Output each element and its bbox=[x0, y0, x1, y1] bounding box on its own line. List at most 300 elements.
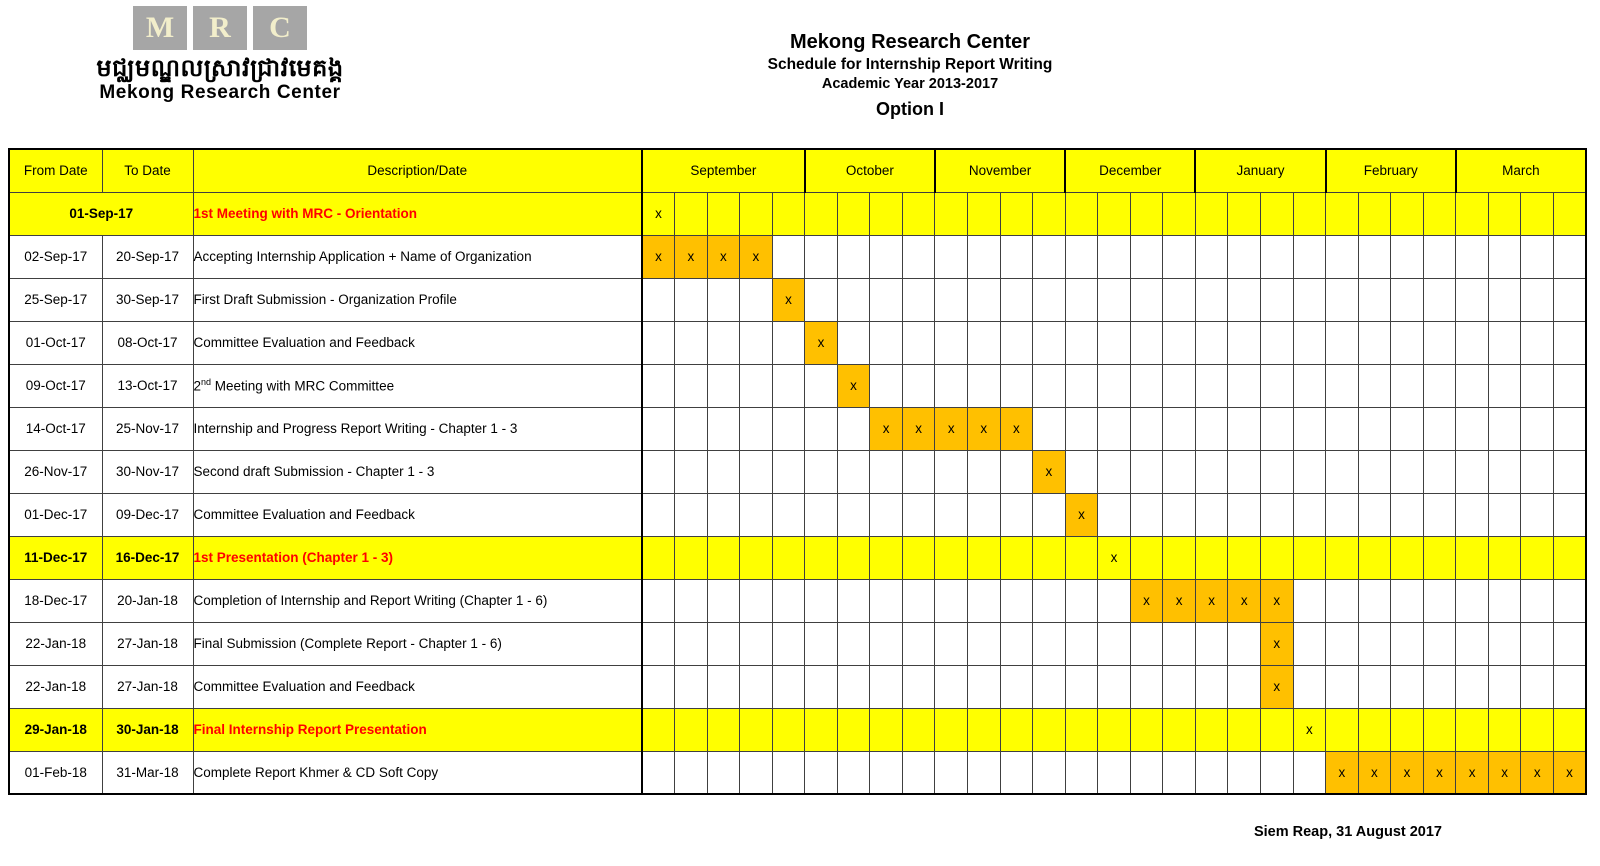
gantt-empty-cell bbox=[1033, 665, 1066, 708]
gantt-bar-cell: x bbox=[1488, 751, 1521, 794]
gantt-empty-cell bbox=[1391, 235, 1424, 278]
gantt-empty-cell bbox=[1000, 321, 1033, 364]
cell-from-date: 29-Jan-18 bbox=[9, 708, 102, 751]
gantt-empty-cell bbox=[740, 493, 773, 536]
logo-khmer-name: មជ្ឈមណ្ឌលស្រាវជ្រាវមេគង្គ bbox=[96, 55, 344, 82]
gantt-empty-cell bbox=[740, 536, 773, 579]
gantt-empty-cell bbox=[1358, 364, 1391, 407]
gantt-empty-cell bbox=[1391, 665, 1424, 708]
cell-description: Internship and Progress Report Writing - Chapter 1 - 3 bbox=[193, 407, 642, 450]
gantt-empty-cell bbox=[1228, 407, 1261, 450]
gantt-empty-cell bbox=[1000, 278, 1033, 321]
gantt-empty-cell bbox=[1033, 278, 1066, 321]
gantt-empty-cell bbox=[902, 321, 935, 364]
gantt-empty-cell bbox=[1488, 235, 1521, 278]
gantt-empty-cell bbox=[805, 493, 838, 536]
gantt-empty-cell bbox=[740, 407, 773, 450]
gantt-empty-cell bbox=[902, 665, 935, 708]
gantt-empty-cell bbox=[1033, 579, 1066, 622]
cell-to-date: 27-Jan-18 bbox=[102, 665, 193, 708]
gantt-empty-cell bbox=[1391, 622, 1424, 665]
gantt-empty-cell bbox=[1553, 665, 1586, 708]
column-header-month-march: March bbox=[1456, 149, 1586, 192]
gantt-empty-cell bbox=[675, 665, 708, 708]
gantt-empty-cell bbox=[1456, 665, 1489, 708]
gantt-empty-cell bbox=[805, 278, 838, 321]
gantt-empty-cell bbox=[1553, 450, 1586, 493]
gantt-empty-cell bbox=[1195, 192, 1228, 235]
gantt-empty-cell bbox=[1130, 278, 1163, 321]
column-header-month-november: November bbox=[935, 149, 1065, 192]
gantt-empty-cell bbox=[1293, 536, 1326, 579]
gantt-empty-cell bbox=[1488, 192, 1521, 235]
gantt-empty-cell bbox=[837, 192, 870, 235]
gantt-empty-cell bbox=[1000, 364, 1033, 407]
gantt-empty-cell bbox=[1423, 192, 1456, 235]
gantt-empty-cell bbox=[1423, 364, 1456, 407]
gantt-empty-cell bbox=[1553, 364, 1586, 407]
gantt-empty-cell bbox=[1065, 192, 1098, 235]
gantt-empty-cell bbox=[1065, 364, 1098, 407]
gantt-empty-cell bbox=[968, 536, 1001, 579]
gantt-empty-cell bbox=[675, 536, 708, 579]
gantt-empty-cell bbox=[1488, 665, 1521, 708]
gantt-bar-cell: x bbox=[1195, 579, 1228, 622]
gantt-empty-cell bbox=[837, 536, 870, 579]
gantt-empty-cell bbox=[1098, 665, 1131, 708]
gantt-empty-cell bbox=[1130, 321, 1163, 364]
gantt-empty-cell bbox=[1033, 235, 1066, 278]
gantt-empty-cell bbox=[1326, 622, 1359, 665]
gantt-empty-cell bbox=[1195, 708, 1228, 751]
gantt-empty-cell bbox=[1033, 407, 1066, 450]
gantt-bar-cell: x bbox=[1260, 622, 1293, 665]
gantt-bar-cell: x bbox=[1065, 493, 1098, 536]
gantt-empty-cell bbox=[707, 579, 740, 622]
gantt-bar-cell: x bbox=[642, 235, 675, 278]
gantt-empty-cell bbox=[1195, 278, 1228, 321]
gantt-empty-cell bbox=[1098, 407, 1131, 450]
gantt-empty-cell bbox=[1423, 708, 1456, 751]
gantt-empty-cell bbox=[1228, 751, 1261, 794]
gantt-empty-cell bbox=[675, 321, 708, 364]
cell-to-date: 30-Nov-17 bbox=[102, 450, 193, 493]
gantt-empty-cell bbox=[740, 622, 773, 665]
gantt-empty-cell bbox=[1456, 622, 1489, 665]
gantt-empty-cell bbox=[935, 536, 968, 579]
gantt-bar-cell: x bbox=[1033, 450, 1066, 493]
gantt-empty-cell bbox=[1293, 450, 1326, 493]
gantt-empty-cell bbox=[1033, 536, 1066, 579]
gantt-empty-cell bbox=[1228, 321, 1261, 364]
cell-from-date: 14-Oct-17 bbox=[9, 407, 102, 450]
gantt-empty-cell bbox=[935, 321, 968, 364]
gantt-empty-cell bbox=[1391, 493, 1424, 536]
gantt-empty-cell bbox=[805, 579, 838, 622]
gantt-empty-cell bbox=[1260, 321, 1293, 364]
cell-description: 1st Meeting with MRC - Orientation bbox=[193, 192, 642, 235]
gantt-empty-cell bbox=[707, 321, 740, 364]
gantt-empty-cell bbox=[1195, 751, 1228, 794]
cell-to-date: 30-Jan-18 bbox=[102, 708, 193, 751]
logo-letter-c: C bbox=[253, 6, 307, 50]
table-row bbox=[9, 364, 1586, 407]
gantt-empty-cell bbox=[1326, 407, 1359, 450]
gantt-empty-cell bbox=[1195, 493, 1228, 536]
gantt-bar-cell: x bbox=[1260, 665, 1293, 708]
gantt-empty-cell bbox=[1033, 708, 1066, 751]
cell-description: Complete Report Khmer & CD Soft Copy bbox=[193, 751, 642, 794]
gantt-empty-cell bbox=[1163, 235, 1196, 278]
gantt-empty-cell bbox=[772, 751, 805, 794]
gantt-empty-cell bbox=[1358, 407, 1391, 450]
gantt-empty-cell bbox=[1228, 622, 1261, 665]
gantt-bar-cell: x bbox=[675, 235, 708, 278]
gantt-empty-cell bbox=[642, 708, 675, 751]
gantt-empty-cell bbox=[837, 278, 870, 321]
gantt-empty-cell bbox=[1260, 235, 1293, 278]
cell-from-date: 18-Dec-17 bbox=[9, 579, 102, 622]
gantt-empty-cell bbox=[805, 665, 838, 708]
gantt-bar-cell: x bbox=[1358, 751, 1391, 794]
gantt-empty-cell bbox=[935, 708, 968, 751]
gantt-bar-cell: x bbox=[772, 278, 805, 321]
gantt-empty-cell bbox=[870, 321, 903, 364]
gantt-bar-cell: x bbox=[1553, 751, 1586, 794]
gantt-empty-cell bbox=[968, 192, 1001, 235]
gantt-empty-cell bbox=[740, 579, 773, 622]
gantt-empty-cell bbox=[1553, 493, 1586, 536]
gantt-empty-cell bbox=[1000, 536, 1033, 579]
gantt-empty-cell bbox=[1163, 708, 1196, 751]
gantt-empty-cell bbox=[1195, 321, 1228, 364]
gantt-empty-cell bbox=[1163, 407, 1196, 450]
gantt-empty-cell bbox=[1065, 751, 1098, 794]
gantt-empty-cell bbox=[935, 665, 968, 708]
gantt-empty-cell bbox=[1326, 278, 1359, 321]
gantt-empty-cell bbox=[707, 450, 740, 493]
gantt-empty-cell bbox=[1260, 364, 1293, 407]
gantt-empty-cell bbox=[1521, 450, 1554, 493]
gantt-empty-cell bbox=[1098, 622, 1131, 665]
gantt-empty-cell bbox=[1098, 321, 1131, 364]
table-row bbox=[9, 622, 1586, 665]
gantt-empty-cell bbox=[870, 665, 903, 708]
gantt-empty-cell bbox=[968, 493, 1001, 536]
gantt-empty-cell bbox=[740, 708, 773, 751]
cell-description: Final Submission (Complete Report - Chapter 1 - 6) bbox=[193, 622, 642, 665]
gantt-empty-cell bbox=[1488, 579, 1521, 622]
gantt-empty-cell bbox=[1423, 235, 1456, 278]
gantt-empty-cell bbox=[1326, 536, 1359, 579]
gantt-empty-cell bbox=[707, 622, 740, 665]
gantt-empty-cell bbox=[1260, 192, 1293, 235]
gantt-empty-cell bbox=[1456, 192, 1489, 235]
gantt-empty-cell bbox=[935, 493, 968, 536]
gantt-empty-cell bbox=[805, 407, 838, 450]
gantt-empty-cell bbox=[740, 450, 773, 493]
cell-description: 2nd Meeting with MRC Committee bbox=[193, 364, 642, 407]
gantt-empty-cell bbox=[1098, 450, 1131, 493]
gantt-empty-cell bbox=[1065, 708, 1098, 751]
cell-description: Completion of Internship and Report Writing (Chapter 1 - 6) bbox=[193, 579, 642, 622]
gantt-empty-cell bbox=[642, 665, 675, 708]
gantt-empty-cell bbox=[837, 235, 870, 278]
cell-description: Accepting Internship Application + Name of Organization bbox=[193, 235, 642, 278]
gantt-empty-cell bbox=[675, 751, 708, 794]
cell-from-date: 01-Oct-17 bbox=[9, 321, 102, 364]
gantt-empty-cell bbox=[772, 493, 805, 536]
gantt-empty-cell bbox=[1423, 407, 1456, 450]
gantt-empty-cell bbox=[1293, 407, 1326, 450]
gantt-empty-cell bbox=[707, 407, 740, 450]
gantt-empty-cell bbox=[1521, 622, 1554, 665]
gantt-empty-cell bbox=[642, 278, 675, 321]
gantt-empty-cell bbox=[1326, 493, 1359, 536]
table-header-row bbox=[9, 149, 1586, 192]
page-subtitle: Schedule for Internship Report Writing bbox=[767, 56, 1053, 73]
gantt-bar-cell: x bbox=[968, 407, 1001, 450]
gantt-empty-cell bbox=[1553, 235, 1586, 278]
gantt-empty-cell bbox=[1521, 493, 1554, 536]
mrc-logo bbox=[55, 6, 385, 104]
gantt-empty-cell bbox=[1163, 751, 1196, 794]
cell-to-date: 27-Jan-18 bbox=[102, 622, 193, 665]
gantt-empty-cell bbox=[1000, 235, 1033, 278]
gantt-empty-cell bbox=[675, 450, 708, 493]
gantt-empty-cell bbox=[1228, 192, 1261, 235]
cell-description: Committee Evaluation and Feedback bbox=[193, 493, 642, 536]
gantt-empty-cell bbox=[675, 622, 708, 665]
gantt-empty-cell bbox=[1326, 235, 1359, 278]
gantt-empty-cell bbox=[1065, 536, 1098, 579]
gantt-bar-cell: x bbox=[1130, 579, 1163, 622]
gantt-empty-cell bbox=[772, 536, 805, 579]
gantt-empty-cell bbox=[902, 364, 935, 407]
gantt-empty-cell bbox=[772, 665, 805, 708]
gantt-empty-cell bbox=[1456, 364, 1489, 407]
cell-to-date: 20-Sep-17 bbox=[102, 235, 193, 278]
gantt-empty-cell bbox=[1033, 192, 1066, 235]
gantt-empty-cell bbox=[1358, 450, 1391, 493]
gantt-empty-cell bbox=[805, 450, 838, 493]
gantt-empty-cell bbox=[740, 278, 773, 321]
gantt-empty-cell bbox=[740, 751, 773, 794]
gantt-empty-cell bbox=[1358, 708, 1391, 751]
gantt-empty-cell bbox=[1130, 235, 1163, 278]
gantt-empty-cell bbox=[1358, 278, 1391, 321]
column-header-to-date: To Date bbox=[102, 149, 193, 192]
table-row bbox=[9, 192, 1586, 235]
column-header-month-december: December bbox=[1065, 149, 1195, 192]
gantt-empty-cell bbox=[968, 751, 1001, 794]
gantt-empty-cell bbox=[935, 579, 968, 622]
gantt-empty-cell bbox=[740, 192, 773, 235]
gantt-empty-cell bbox=[772, 579, 805, 622]
gantt-empty-cell bbox=[1098, 364, 1131, 407]
gantt-empty-cell bbox=[1065, 450, 1098, 493]
gantt-empty-cell bbox=[1553, 192, 1586, 235]
gantt-empty-cell bbox=[968, 235, 1001, 278]
gantt-bar-cell: x bbox=[870, 407, 903, 450]
gantt-empty-cell bbox=[968, 364, 1001, 407]
gantt-empty-cell bbox=[642, 364, 675, 407]
gantt-empty-cell bbox=[1098, 235, 1131, 278]
gantt-empty-cell bbox=[1456, 579, 1489, 622]
gantt-empty-cell bbox=[837, 493, 870, 536]
gantt-empty-cell bbox=[837, 665, 870, 708]
gantt-empty-cell bbox=[1000, 751, 1033, 794]
gantt-empty-cell bbox=[707, 192, 740, 235]
cell-to-date: 16-Dec-17 bbox=[102, 536, 193, 579]
gantt-empty-cell bbox=[675, 192, 708, 235]
gantt-bar-cell: x bbox=[1326, 751, 1359, 794]
gantt-empty-cell bbox=[837, 450, 870, 493]
column-header-month-october: October bbox=[805, 149, 935, 192]
gantt-empty-cell bbox=[1163, 278, 1196, 321]
gantt-empty-cell bbox=[1358, 536, 1391, 579]
gantt-empty-cell bbox=[1000, 622, 1033, 665]
gantt-empty-cell bbox=[1293, 493, 1326, 536]
gantt-empty-cell bbox=[870, 278, 903, 321]
gantt-empty-cell bbox=[1098, 708, 1131, 751]
gantt-empty-cell bbox=[707, 364, 740, 407]
gantt-empty-cell bbox=[1488, 708, 1521, 751]
academic-year: Academic Year 2013-2017 bbox=[821, 76, 999, 93]
gantt-empty-cell bbox=[1391, 579, 1424, 622]
gantt-empty-cell bbox=[1065, 321, 1098, 364]
gantt-empty-cell bbox=[675, 493, 708, 536]
gantt-empty-cell bbox=[902, 450, 935, 493]
gantt-empty-cell bbox=[1358, 579, 1391, 622]
gantt-empty-cell bbox=[1098, 192, 1131, 235]
gantt-empty-cell bbox=[837, 751, 870, 794]
gantt-empty-cell bbox=[1423, 536, 1456, 579]
logo-letter-m: M bbox=[133, 6, 187, 50]
gantt-empty-cell bbox=[1488, 364, 1521, 407]
gantt-empty-cell bbox=[968, 278, 1001, 321]
gantt-empty-cell bbox=[837, 579, 870, 622]
gantt-empty-cell bbox=[642, 751, 675, 794]
gantt-empty-cell bbox=[1391, 321, 1424, 364]
gantt-empty-cell bbox=[642, 321, 675, 364]
gantt-empty-cell bbox=[1195, 407, 1228, 450]
gantt-empty-cell bbox=[837, 708, 870, 751]
cell-from-date: 02-Sep-17 bbox=[9, 235, 102, 278]
gantt-empty-cell bbox=[1358, 235, 1391, 278]
gantt-empty-cell bbox=[1098, 278, 1131, 321]
gantt-empty-cell bbox=[1488, 493, 1521, 536]
column-header-description: Description/Date bbox=[193, 149, 642, 192]
gantt-empty-cell bbox=[1293, 665, 1326, 708]
gantt-empty-cell bbox=[740, 665, 773, 708]
gantt-empty-cell bbox=[968, 665, 1001, 708]
gantt-bar-cell: x bbox=[1000, 407, 1033, 450]
gantt-empty-cell bbox=[1423, 450, 1456, 493]
gantt-empty-cell bbox=[1098, 579, 1131, 622]
gantt-empty-cell bbox=[642, 493, 675, 536]
title-block bbox=[630, 30, 1190, 120]
cell-to-date: 30-Sep-17 bbox=[102, 278, 193, 321]
gantt-empty-cell bbox=[1521, 536, 1554, 579]
gantt-empty-cell bbox=[1163, 192, 1196, 235]
gantt-empty-cell bbox=[1553, 536, 1586, 579]
gantt-empty-cell bbox=[1326, 665, 1359, 708]
gantt-empty-cell bbox=[1326, 321, 1359, 364]
gantt-empty-cell bbox=[1098, 751, 1131, 794]
gantt-empty-cell bbox=[902, 536, 935, 579]
gantt-empty-cell bbox=[1391, 364, 1424, 407]
cell-from-date: 22-Jan-18 bbox=[9, 665, 102, 708]
gantt-empty-cell bbox=[1553, 278, 1586, 321]
gantt-empty-cell bbox=[1358, 493, 1391, 536]
gantt-empty-cell bbox=[1228, 235, 1261, 278]
gantt-empty-cell bbox=[642, 450, 675, 493]
gantt-empty-cell bbox=[1065, 579, 1098, 622]
gantt-empty-cell bbox=[1293, 751, 1326, 794]
logo-letter-r: R bbox=[193, 6, 247, 50]
gantt-empty-cell bbox=[1521, 407, 1554, 450]
gantt-empty-cell bbox=[740, 364, 773, 407]
gantt-empty-cell bbox=[1130, 708, 1163, 751]
gantt-empty-cell bbox=[1130, 536, 1163, 579]
gantt-empty-cell bbox=[1098, 493, 1131, 536]
gantt-empty-cell bbox=[707, 536, 740, 579]
cell-to-date: 08-Oct-17 bbox=[102, 321, 193, 364]
gantt-empty-cell bbox=[805, 622, 838, 665]
gantt-empty-cell bbox=[675, 407, 708, 450]
gantt-empty-cell bbox=[1293, 622, 1326, 665]
gantt-empty-cell bbox=[902, 622, 935, 665]
gantt-empty-cell bbox=[870, 235, 903, 278]
cell-description: 1st Presentation (Chapter 1 - 3) bbox=[193, 536, 642, 579]
cell-to-date: 25-Nov-17 bbox=[102, 407, 193, 450]
gantt-empty-cell bbox=[1391, 708, 1424, 751]
table-row bbox=[9, 751, 1586, 794]
gantt-empty-cell bbox=[1228, 278, 1261, 321]
gantt-empty-cell bbox=[1000, 579, 1033, 622]
gantt-bar-cell: x bbox=[1391, 751, 1424, 794]
gantt-empty-cell bbox=[1488, 407, 1521, 450]
gantt-empty-cell bbox=[805, 192, 838, 235]
gantt-empty-cell bbox=[675, 579, 708, 622]
gantt-empty-cell bbox=[1065, 278, 1098, 321]
gantt-empty-cell bbox=[1260, 708, 1293, 751]
gantt-bar-cell: x bbox=[935, 407, 968, 450]
column-header-from-date: From Date bbox=[9, 149, 102, 192]
cell-from-date: 26-Nov-17 bbox=[9, 450, 102, 493]
table-row bbox=[9, 235, 1586, 278]
gantt-empty-cell bbox=[1326, 450, 1359, 493]
gantt-empty-cell bbox=[1391, 536, 1424, 579]
cell-to-date: 09-Dec-17 bbox=[102, 493, 193, 536]
gantt-empty-cell bbox=[1456, 235, 1489, 278]
table-row bbox=[9, 493, 1586, 536]
gantt-empty-cell bbox=[1228, 364, 1261, 407]
cell-from-date: 09-Oct-17 bbox=[9, 364, 102, 407]
gantt-empty-cell bbox=[902, 278, 935, 321]
gantt-empty-cell bbox=[805, 751, 838, 794]
column-header-month-september: September bbox=[642, 149, 805, 192]
gantt-empty-cell bbox=[1228, 665, 1261, 708]
gantt-empty-cell bbox=[1326, 579, 1359, 622]
gantt-empty-cell bbox=[968, 321, 1001, 364]
gantt-empty-cell bbox=[772, 192, 805, 235]
gantt-empty-cell bbox=[1293, 579, 1326, 622]
gantt-empty-cell bbox=[1456, 493, 1489, 536]
page-title: Mekong Research Center bbox=[789, 31, 1031, 53]
gantt-empty-cell bbox=[1163, 493, 1196, 536]
